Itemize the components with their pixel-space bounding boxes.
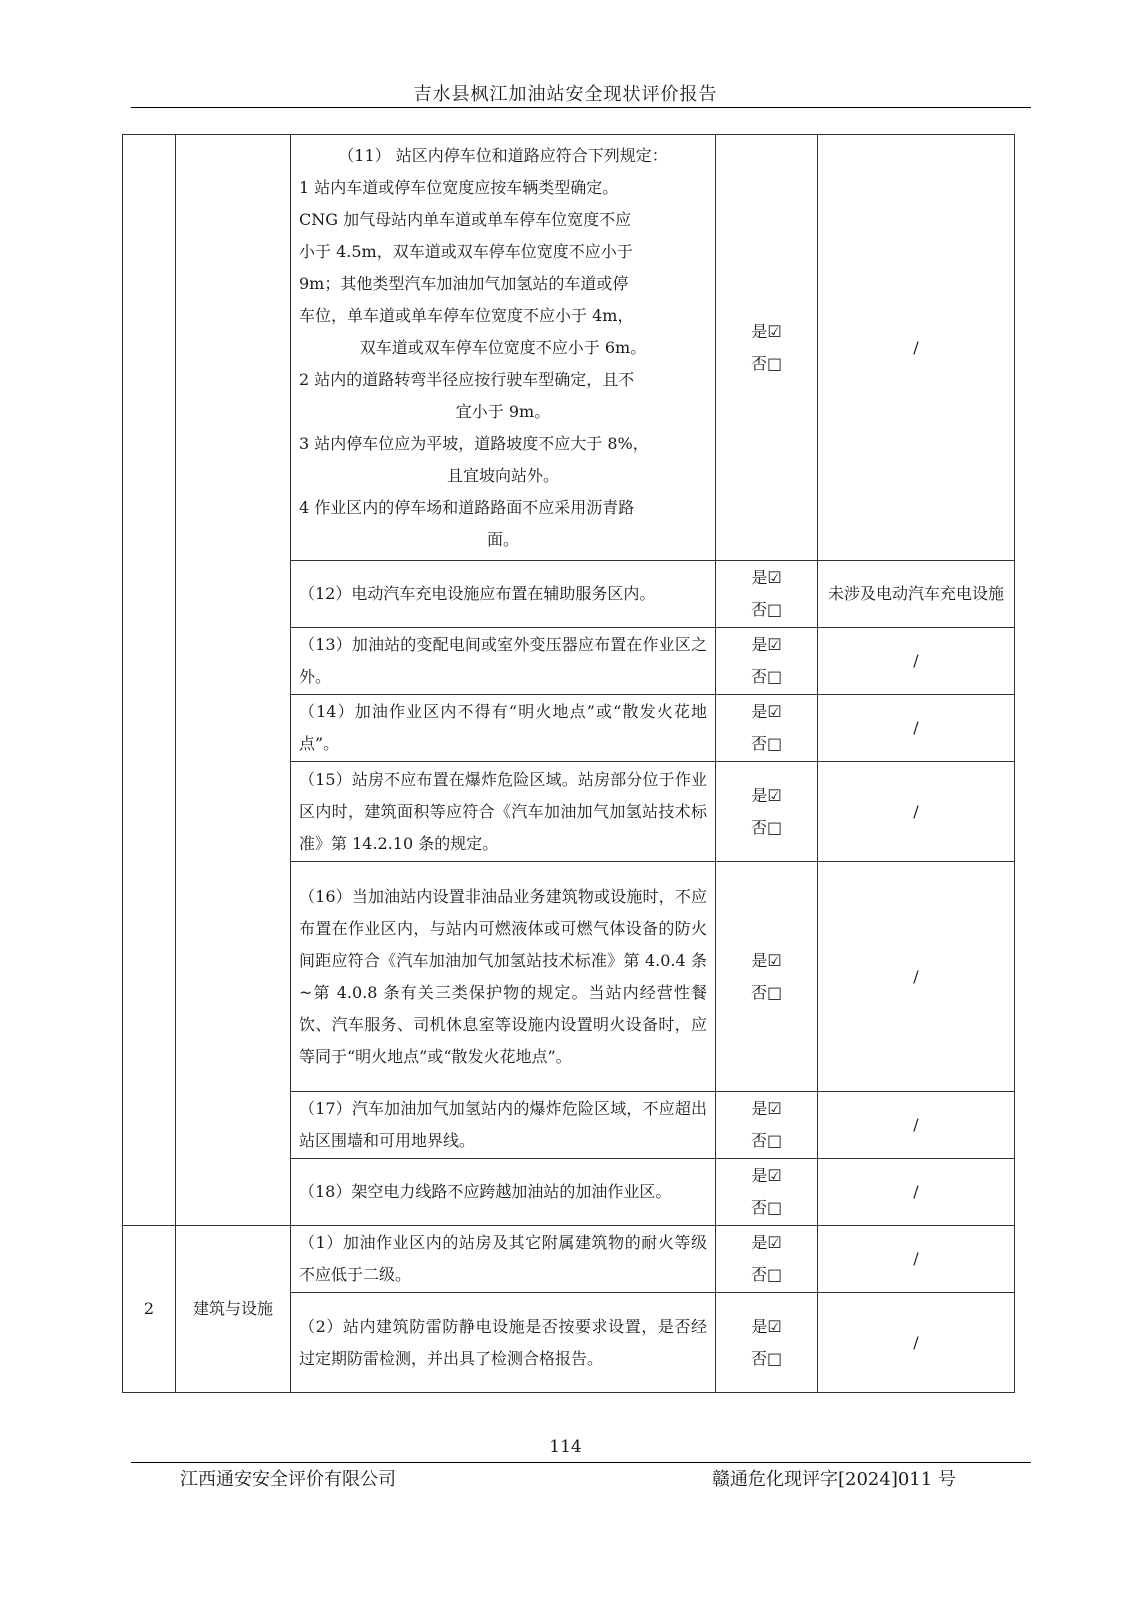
requirement-cell: （13）加油站的变配电间或室外变压器应布置在作业区之外。 [291, 628, 716, 695]
requirement-line: 2 站内的道路转弯半径应按行驶车型确定，且不 [299, 369, 635, 389]
requirement-cell: （1）加油作业区内的站房及其它附属建筑物的耐火等级不应低于二级。 [291, 1226, 716, 1293]
remark-cell: / [818, 695, 1015, 762]
result-yes-checked: 是☑ [751, 702, 782, 721]
table-row [123, 1226, 1015, 1293]
result-cell [716, 1293, 818, 1393]
header-rule [131, 107, 1031, 108]
requirement-line: 宜小于 9m。 [455, 401, 551, 421]
result-no-unchecked: 否□ [750, 600, 783, 619]
result-no-unchecked: 否□ [750, 734, 783, 753]
footer-rule [131, 1462, 1031, 1463]
category-cell: 建筑与设施 [176, 1226, 291, 1393]
requirement-cell: （18）架空电力线路不应跨越加油站的加油作业区。 [291, 1159, 716, 1226]
result-cell [716, 1226, 818, 1293]
requirement-line: 4 作业区内的停车场和道路路面不应采用沥青路 [299, 497, 635, 517]
result-cell [716, 135, 818, 561]
result-no-unchecked: 否□ [750, 1348, 783, 1368]
table-row [123, 135, 1015, 561]
result-no-unchecked: 否□ [750, 982, 783, 1002]
requirement-cell: （15）站房不应布置在爆炸危险区域。站房部分位于作业区内时，建筑面积等应符合《汽车加油加气加氢站技术标准》第 14.2.10 条的规定。 [291, 762, 716, 862]
result-no-unchecked: 否□ [750, 1265, 783, 1284]
remark-cell: 未涉及电动汽车充电设施 [818, 561, 1015, 628]
remark-cell: / [818, 1159, 1015, 1226]
result-cell [716, 762, 818, 862]
result-cell [716, 695, 818, 762]
result-yes-checked: 是☑ [751, 785, 782, 805]
requirement-cell: （2）站内建筑防雷防静电设施是否按要求设置，是否经过定期防雷检测，并出具了检测合格报告。 [291, 1293, 716, 1393]
result-cell [716, 1092, 818, 1159]
requirement-cell: （17）汽车加油加气加氢站内的爆炸危险区域，不应超出站区围墙和可用地界线。 [291, 1092, 716, 1159]
result-cell [716, 1159, 818, 1226]
requirement-line: 且宜坡向站外。 [446, 465, 559, 485]
requirement-line: 9m；其他类型汽车加油加气加氢站的车道或停 [299, 273, 629, 293]
remark-cell: / [818, 862, 1015, 1092]
result-cell [716, 628, 818, 695]
result-yes-checked: 是☑ [751, 1316, 782, 1336]
requirement-cell [291, 135, 716, 561]
category-cell [176, 135, 291, 1226]
requirement-line: 1 站内车道或停车位宽度应按车辆类型确定。 [299, 177, 619, 197]
remark-cell: / [818, 1293, 1015, 1393]
result-no-unchecked: 否□ [750, 817, 783, 837]
requirement-line: 面。 [486, 529, 519, 549]
result-no-unchecked: 否□ [750, 1131, 783, 1150]
remark-cell: / [818, 762, 1015, 862]
remark-cell: / [818, 628, 1015, 695]
requirement-line: 双车道或双车停车位宽度不应小于 6m。 [359, 337, 647, 357]
page-number: 114 [549, 1437, 582, 1457]
result-yes-checked: 是☑ [751, 1099, 782, 1118]
result-no-unchecked: 否□ [750, 353, 783, 373]
result-yes-checked: 是☑ [751, 321, 782, 341]
item-number-cell: 2 [123, 1226, 176, 1393]
result-yes-checked: 是☑ [751, 950, 782, 970]
requirement-cell: （12）电动汽车充电设施应布置在辅助服务区内。 [291, 561, 716, 628]
page-header-title: 吉水县枫江加油站安全现状评价报告 [413, 84, 718, 105]
item-number-cell [123, 135, 176, 1226]
result-cell [716, 561, 818, 628]
requirement-line: 车位，单车道或单车停车位宽度不应小于 4m， [299, 305, 634, 325]
requirement-line: CNG 加气母站内单车道或单车停车位宽度不应 [299, 209, 632, 229]
requirement-line: （11） 站区内停车位和道路应符合下列规定： [338, 145, 668, 165]
result-yes-checked: 是☑ [751, 635, 782, 654]
remark-cell: / [818, 1226, 1015, 1293]
requirement-line: 小于 4.5m，双车道或双车停车位宽度不应小于 [299, 241, 633, 261]
footer-company: 江西通安安全评价有限公司 [180, 1469, 396, 1490]
result-yes-checked: 是☑ [751, 1233, 782, 1252]
requirement-cell: （14）加油作业区内不得有“明火地点”或“散发火花地点”。 [291, 695, 716, 762]
result-yes-checked: 是☑ [751, 568, 782, 587]
result-yes-checked: 是☑ [751, 1166, 782, 1185]
requirement-cell: （16）当加油站内设置非油品业务建筑物或设施时，不应布置在作业区内，与站内可燃液体或可燃气体设备的防火间距应符合《汽车加油加气加氢站技术标准》第 4.0.4 条~第 4.0.8 条有关三类保护物的规定。当站内经营性餐饮、汽车服务、司机休息室等设施内设置明火设备时，应等同于“明火地点”或“散发火花地点”。 [291, 862, 716, 1092]
checklist-table [122, 134, 1015, 1393]
requirement-line: 3 站内停车位应为平坡，道路坡度不应大于 8%， [299, 433, 649, 453]
result-no-unchecked: 否□ [750, 667, 783, 686]
remark-cell: / [818, 1092, 1015, 1159]
result-no-unchecked: 否□ [750, 1198, 783, 1217]
result-cell [716, 862, 818, 1092]
remark-cell: / [818, 135, 1015, 561]
footer-report-code: 赣通危化现评字[2024]011 号 [712, 1469, 956, 1490]
